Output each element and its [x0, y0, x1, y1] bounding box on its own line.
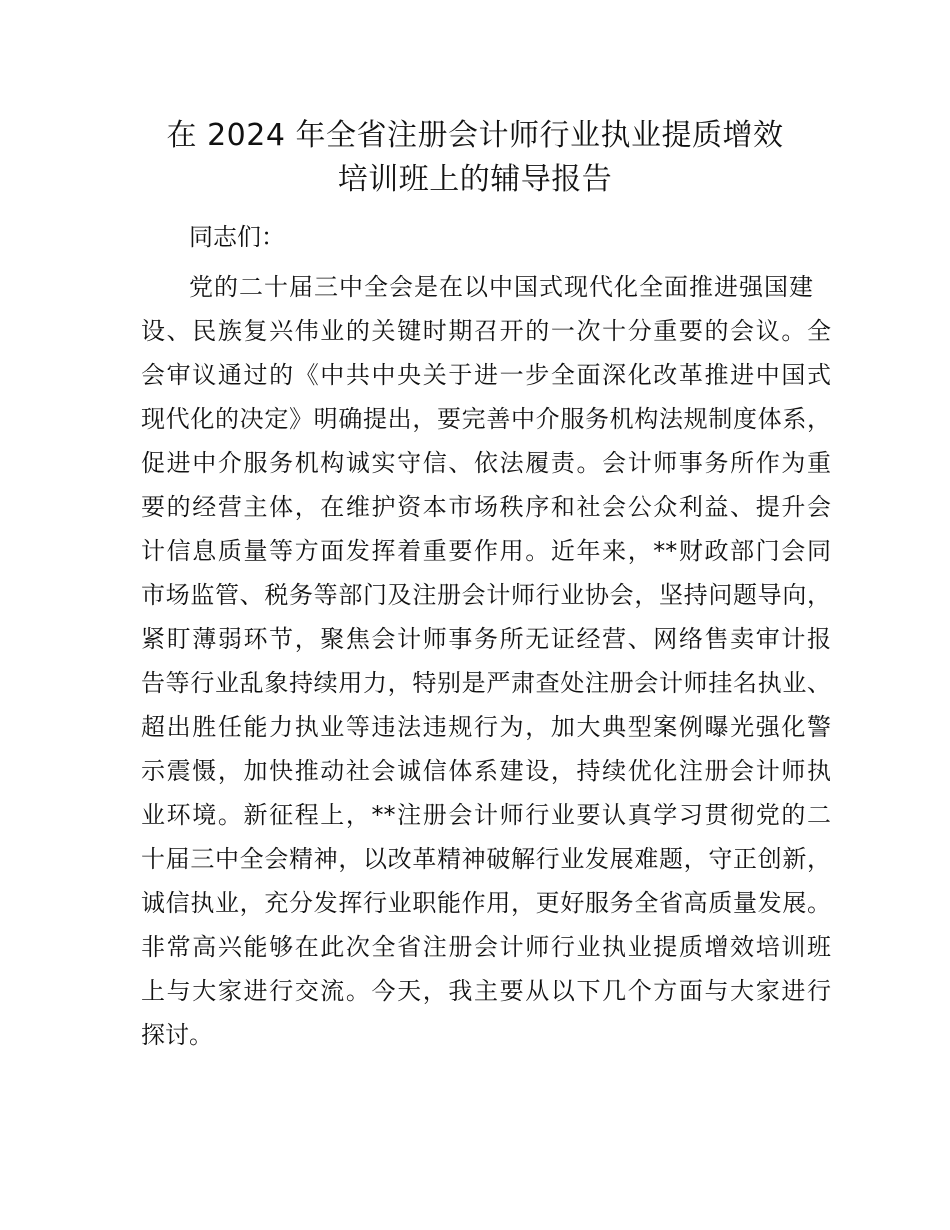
body-line-5: 促进中介服务机构诚实守信、依法履责。会计师事务所作为重	[141, 449, 831, 477]
body-line-3: 会审议通过的《中共中央关于进一步全面深化改革推进中国式	[141, 361, 831, 389]
body-line-7: 计信息质量等方面发挥着重要作用。近年来，**财政部门会同	[141, 537, 831, 565]
body-line-18: 探讨。	[141, 1021, 213, 1049]
document-title-line-2: 培训班上的辅导报告	[337, 162, 613, 197]
body-line-8: 市场监管、税务等部门及注册会计师行业协会，坚持问题导向，	[141, 581, 831, 609]
body-line-13: 业环境。新征程上，**注册会计师行业要认真学习贯彻党的二	[141, 801, 831, 829]
salutation: 同志们：	[189, 223, 285, 251]
body-line-9: 紧盯薄弱环节，聚焦会计师事务所无证经营、网络售卖审计报	[141, 625, 831, 653]
body-line-15: 诚信执业，充分发挥行业职能作用，更好服务全省高质量发展。	[141, 889, 831, 917]
body-line-11: 超出胜任能力执业等违法违规行为，加大典型案例曝光强化警	[141, 713, 831, 741]
body-line-10: 告等行业乱象持续用力，特别是严肃查处注册会计师挂名执业、	[141, 669, 831, 697]
body-line-6: 要的经营主体，在维护资本市场秩序和社会公众利益、提升会	[141, 493, 831, 521]
body-line-16: 非常高兴能够在此次全省注册会计师行业执业提质增效培训班	[141, 933, 831, 961]
body-line-4: 现代化的决定》明确提出，要完善中介服务机构法规制度体系，	[141, 405, 831, 433]
body-line-2: 设、民族复兴伟业的关键时期召开的一次十分重要的会议。全	[141, 317, 831, 345]
body-line-17: 上与大家进行交流。今天，我主要从以下几个方面与大家进行	[141, 977, 831, 1005]
body-line-12: 示震慑，加快推动社会诚信体系建设，持续优化注册会计师执	[141, 757, 831, 785]
document-title-line-1: 在 2024 年全省注册会计师行业执业提质增效	[166, 118, 784, 153]
body-line-14: 十届三中全会精神，以改革精神破解行业发展难题，守正创新，	[141, 845, 831, 873]
body-line-1: 党的二十届三中全会是在以中国式现代化全面推进强国建	[189, 273, 813, 301]
